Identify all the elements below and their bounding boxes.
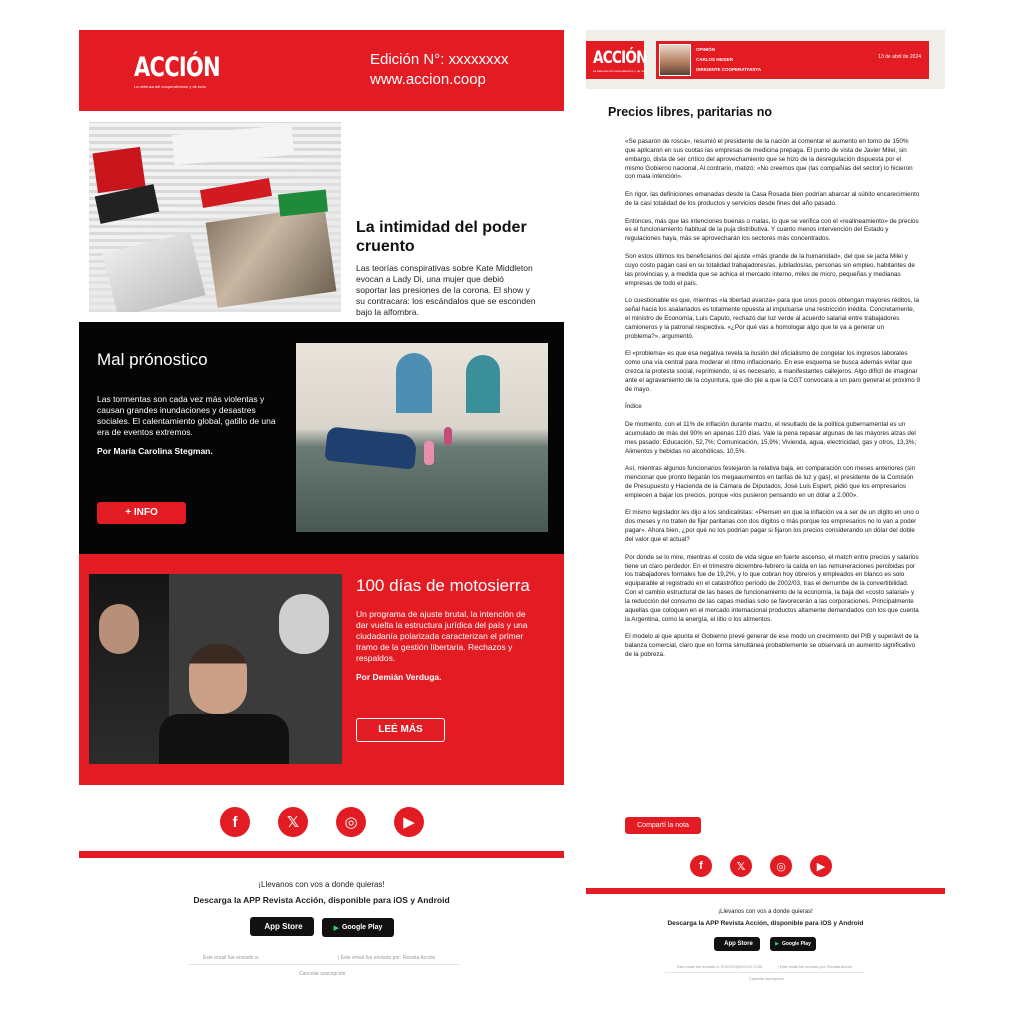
article-logo-tagline: La defensa del cooperativismo y de todo xyxy=(593,69,647,73)
article-paragraph: Por donde se lo mire, mientras el costo de vida sigue en fuerte ascenso, el match entre precios y salarios tiene un claro perdedor. En el trimestre diciembre-febrero la caída en las remuneraciones percibidas por los trabajadores formales fue de 19,2%, y lo que cobran hoy obreros y empleados en blanco es solo equiparable al registrado en el catastrófico período de 2002/03, tras el derrumbe de la convertibilidad. Con el cambio estructural de las bases de funcionamiento de la economía, la baja del «costo salarial» y la reducción del consumo de las capas medias solo se favorecerán a las corporaciones. Principalmente aquellas que coloquen en el mercado internacional productos altamente demandados con los que cuenta la Argentina, como la energía, el litio o los alimentos. xyxy=(625,553,919,623)
article-footer-divider xyxy=(665,972,865,973)
youtube-icon[interactable]: ▶ xyxy=(394,807,424,837)
article-title: Precios libres, paritarias no xyxy=(608,105,772,119)
article-body xyxy=(625,138,920,669)
article-sent-to-text: Este email fue enviado a: XXXXXX@XXXXX.COM xyxy=(677,965,763,969)
story-3-title[interactable]: 100 días de motosierra xyxy=(356,576,530,595)
article-section: OPINIÓN xyxy=(696,47,716,52)
article-paragraph: Entonces, más que las intenciones buenas o malas, lo que se verifica con el «realineamiento» de precios es el funcionamiento habitual de la puja distributiva. Y cuanto menos intervención del Estado y regulaciones haya, más se aprovecharán los sectores más concentrados. xyxy=(625,217,919,243)
app-store-button-small[interactable] xyxy=(714,937,760,951)
edition-number: Edición N°: xxxxxxxx xyxy=(370,51,509,68)
article-paragraph: En rigor, las definiciones emanadas desde la Casa Rosada bien podrían abarcar al súbito encarecimiento de la casi totalidad de los productos y servicios desde fines del año pasado. xyxy=(625,191,920,207)
x-icon[interactable]: 𝕏 xyxy=(278,807,308,837)
unsubscribe-link[interactable]: Cancelar suscripción xyxy=(299,971,346,977)
story-2-author: Por María Carolina Stegman. xyxy=(97,446,213,456)
story-2-title[interactable]: Mal prónostico xyxy=(97,350,208,369)
article-paragraph: El modelo al que apunta el Gobierno prevé generar de ese modo un crecimiento del PIB y superávit de la balanza comercial, claro que en forma simultánea probablemente se observará un aumento significativo de la pobreza. xyxy=(625,633,919,658)
author-name: CARLOS HEISER xyxy=(696,57,734,62)
youtube-icon[interactable]: ▶ xyxy=(810,855,832,877)
article-date: 13 de abril de 2024 xyxy=(878,54,921,60)
article-page xyxy=(586,30,945,658)
sent-to-text: Este email fue enviado a: xyxy=(203,955,260,961)
google-play-label: Google Play xyxy=(781,941,811,947)
article-subheading: Índice xyxy=(625,403,642,411)
google-play-button-small[interactable] xyxy=(770,937,816,951)
logo-tagline: La defensa del cooperativismo y de todo xyxy=(134,84,206,89)
article-paragraph: Lo cuestionable es que, mientras «la libertad avanza» para que unos pocos obtengan mayores réditos, la señal hacia los asalariados es totalmente opuesta al impulsarse una restricción inédita. Concretamente, el ministro de Economía, Luis Caputo, rechazó dar luz verde al acuerdo salarial entre trabajadores camioneros y la patronal respectiva. «¿Por qué vas a homologar algo que te va a generar un problema?», argumentó. xyxy=(625,297,920,340)
article-footer-bar xyxy=(586,888,945,894)
story-2-description: Las tormentas son cada vez más violentas y causan grandes inundaciones y desastres sociales. El calentamiento global, gatillo de una era de eventos extremos. xyxy=(97,394,276,437)
instagram-icon[interactable]: ◎ xyxy=(770,855,792,877)
facebook-icon[interactable]: f xyxy=(220,807,250,837)
newsletter xyxy=(79,30,564,785)
app-store-label: App Store xyxy=(264,922,303,931)
more-info-button[interactable]: + INFO xyxy=(97,502,186,524)
article-footer-tagline: ¡Llevanos con vos a donde quieras! xyxy=(718,909,813,915)
flood-photo[interactable] xyxy=(296,343,548,532)
story-card-1 xyxy=(79,111,564,322)
story-card-3 xyxy=(79,554,564,785)
app-store-button[interactable] xyxy=(250,917,314,936)
newsletter-footer-tagline: ¡Llevanos con vos a donde quieras! xyxy=(258,880,385,889)
article-sent-by-text: | Este email fue enviado por: Revista Acción xyxy=(778,965,853,969)
instagram-icon[interactable]: ◎ xyxy=(336,807,366,837)
newspapers-photo[interactable] xyxy=(89,122,341,312)
website-link[interactable]: www.accion.coop xyxy=(370,71,486,88)
facebook-icon[interactable]: f xyxy=(690,855,712,877)
newsletter-social-row xyxy=(220,807,424,837)
share-article-button[interactable]: Compartí la nota xyxy=(625,817,701,834)
article-social-row xyxy=(690,855,832,877)
newsletter-footer-download: Descarga la APP Revista Acción, disponible para iOS y Android xyxy=(193,895,450,905)
story-card-2 xyxy=(79,322,564,554)
google-play-label: Google Play xyxy=(341,924,383,931)
play-icon: ▶ xyxy=(333,924,339,932)
x-icon[interactable]: 𝕏 xyxy=(730,855,752,877)
article-header xyxy=(586,30,945,89)
footer-divider xyxy=(188,964,460,965)
article-paragraph: Así, mientras algunos funcionarios festejaron la relativa baja, en comparación con meses anteriores (sin mencionar que pronto llegarán los megaaumentos en tarifas de luz y gas), el presidente de la Comisión de Presupuesto y Hacienda de la Cámara de Diputados, José Luis Espert, pidió que los empresarios empiecen a bajar los precios, porque «los pusieron pensando en un dólar a 2.000». xyxy=(625,465,916,499)
author-avatar xyxy=(659,44,691,76)
app-store-label: App Store xyxy=(724,941,753,947)
author-role: DIRIGENTE COOPERATIVISTA xyxy=(696,67,762,72)
article-paragraph: De momento, con el 11% de inflación durante marzo, el resultado de la política gubernamental es un acumulado de más del 90% en apenas 120 días. Vale la pena repasar algunas de las mayores alzas del mes pasado: Educación, 52,7%; Comunicación, 15,9%; Vivienda, agua, electricidad, gas y otros, 13,3%; Alimentos y bebidas no alcohólicas, 10,5%. xyxy=(625,421,917,455)
story-3-author: Por Demián Verduga. xyxy=(356,672,442,682)
milei-photo[interactable] xyxy=(89,574,342,764)
sent-by-text: | Este email fue enviado por: Revista Acción xyxy=(338,955,436,961)
read-more-button-3[interactable]: LEÉ MÁS xyxy=(356,718,445,742)
article-paragraph: El «problema» es que esa negativa revela la ilusión del oficialismo de congelar los ingresos laborales como una vía central para moderar el ritmo inflacionario. En ese esquema se busca además evitar que crezca la protesta social, reprimiendo, si es necesario, a manifestantes callejeros. Algo difícil de imaginar ante el agravamiento de la coyuntura, que dio pie a que la CGT convocara a un paro general el próximo 9 de mayo. xyxy=(625,350,920,393)
newsletter-header xyxy=(79,30,564,111)
article-paragraph: «Se pasaron de rosca», resumió el presidente de la nación al comentar el aumento en torno de 150% que aplicaron en sus cuotas las empresas de medicina prepaga. El punto de vista de Javier Milei, sin embargo, dista de ser crítico del aprovechamiento que se hizo de la desregulación dispuesta por el mismo Gobierno nacional. Al contrario, matizó: «No creemos que (las compañías del sector) lo hicieron con mala intención». xyxy=(625,138,913,181)
article-footer-download: Descarga la APP Revista Acción, disponible para iOS y Android xyxy=(667,920,864,927)
story-1-description: Las teorías conspirativas sobre Kate Middleton evocan a Lady Di, una mujer que debió soportar las presiones de la corona. El show y su contracara: los escándalos que se esconden bajo la alfombra. xyxy=(356,263,536,317)
accion-logo[interactable]: ACCIÓN xyxy=(134,52,220,83)
author-box xyxy=(656,41,929,79)
article-paragraph: El mismo legislador les dijo a los sindicalistas: «Piensen en que la inflación va a ser de un dígito en uno o dos meses y no traten de fijar paritarias con dos dígitos o más porque los empresarios no lo van a poder pagar». Ahora bien, ¿por qué no los podrían pagar si fijaron los precios considerando un dólar del doble del valor que el actual? xyxy=(625,509,920,543)
story-3-description: Un programa de ajuste brutal, la intención de dar vuelta la estructura jurídica del país y una ciudadanía polarizada caracterizan el primer tramo de la gestión libertaria. Rechazos y respaldos. xyxy=(356,609,528,663)
story-1-title[interactable]: La intimidad del poder cruento xyxy=(356,219,527,255)
play-icon: ▶ xyxy=(775,941,779,947)
edition-info xyxy=(370,50,509,90)
article-unsubscribe-link[interactable]: Cancelar suscripción xyxy=(749,977,785,981)
article-paragraph: Son estos últimos los beneficiarios del ajuste «más grande de la humanidad», del que se jacta Milei y cuyo costo pagan casi en su totalidad trabajadores/as, jubilados/as, personas sin empleo, habitantes de las provincias y, a medida que se achica el mercado interno, miles de micro, pequeñas y medianas empresas de todo el país. xyxy=(625,252,915,287)
newsletter-footer-bar xyxy=(79,851,564,858)
accion-logo-small[interactable]: ACCIÓN xyxy=(593,48,647,68)
google-play-button[interactable] xyxy=(322,918,394,937)
